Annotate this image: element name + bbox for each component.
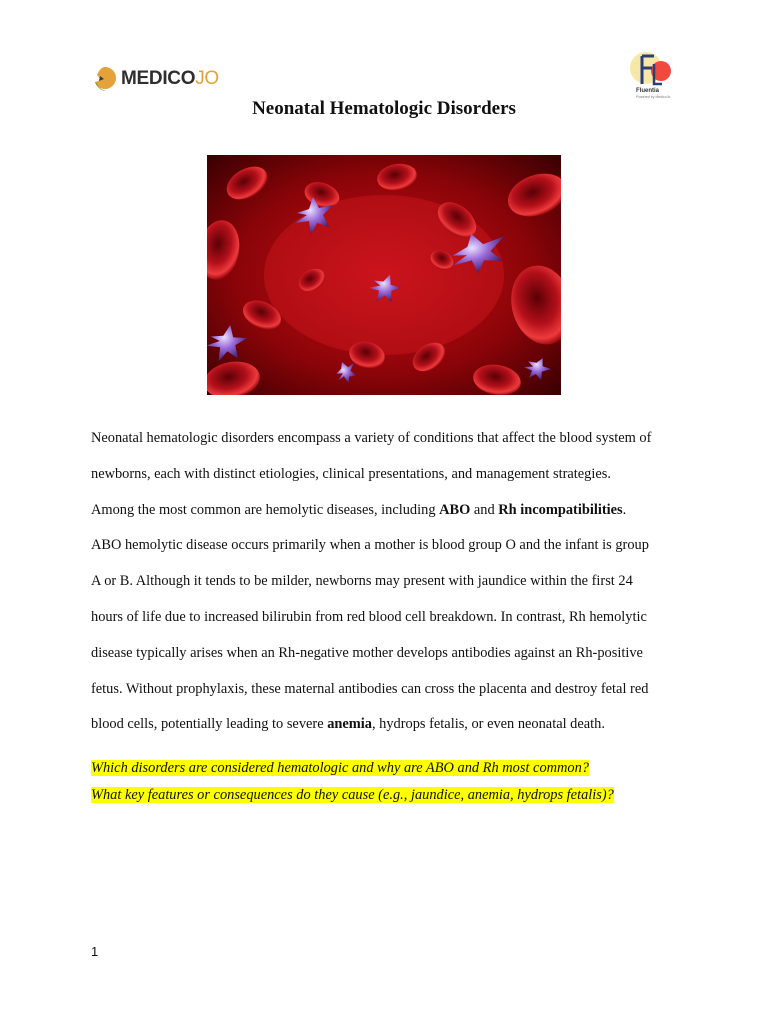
page-number: 1 bbox=[91, 944, 99, 959]
question-1: Which disorders are considered hematologic and why are ABO and Rh most common? bbox=[91, 760, 590, 776]
fluentia-caption: Fluentia bbox=[636, 88, 660, 94]
bold-term: anemia bbox=[327, 716, 372, 733]
text-segment: disease typically arises when an Rh-negative mother develops antibodies against an Rh-positive bbox=[91, 644, 643, 661]
fluentia-subcaption: Powered by MedicoJo bbox=[636, 95, 671, 99]
paragraph-line bbox=[91, 493, 691, 529]
medicojo-mark-icon bbox=[91, 65, 119, 93]
paragraph-line bbox=[91, 672, 691, 708]
red-blood-cells-illustration-icon bbox=[207, 155, 561, 395]
fluentia-logo bbox=[628, 50, 678, 102]
text-segment: fetus. Without prophylaxis, these maternal antibodies can cross the placenta and destroy fetal red bbox=[91, 680, 649, 697]
medicojo-wordmark: MEDICOJO bbox=[121, 68, 219, 89]
fluentia-mark-icon bbox=[628, 50, 678, 90]
text-segment: blood cells, potentially leading to severe bbox=[91, 716, 328, 733]
paragraph-line bbox=[91, 528, 691, 564]
bold-term: Rh incompatibilities bbox=[498, 501, 623, 518]
paragraph-line bbox=[91, 421, 691, 457]
text-segment: and bbox=[470, 501, 499, 518]
text-segment: ABO hemolytic disease occurs primarily when a mother is blood group O and the infant is group bbox=[91, 537, 649, 554]
text-segment: . bbox=[622, 501, 627, 518]
body-paragraph bbox=[91, 421, 691, 743]
text-segment: newborns, each with distinct etiologies, clinical presentations, and management strategies. bbox=[91, 465, 611, 482]
text-segment: A or B. Although it tends to be milder, newborns may present with jaundice within the first 24 bbox=[91, 573, 633, 590]
paragraph-line bbox=[91, 600, 691, 636]
question-2: What key features or consequences do they cause (e.g., jaundice, anemia, hydrops fetalis)? bbox=[91, 787, 614, 803]
highlighted-questions bbox=[91, 755, 614, 809]
document-title: Neonatal Hematologic Disorders bbox=[252, 98, 516, 119]
medicojo-logo bbox=[91, 64, 219, 94]
bold-term: ABO bbox=[439, 501, 471, 518]
text-segment: Neonatal hematologic disorders encompass a variety of conditions that affect the blood system of bbox=[91, 430, 652, 446]
paragraph-line bbox=[91, 457, 691, 493]
paragraph-line bbox=[91, 564, 691, 600]
paragraph-line bbox=[91, 707, 691, 743]
text-segment: Among the most common are hemolytic diseases, including bbox=[91, 501, 440, 518]
text-segment: hours of life due to increased bilirubin from red blood cell breakdown. In contrast, Rh hemolytic bbox=[91, 608, 647, 625]
paragraph-line bbox=[91, 636, 691, 672]
text-segment: , hydrops fetalis, or even neonatal death. bbox=[371, 716, 605, 733]
